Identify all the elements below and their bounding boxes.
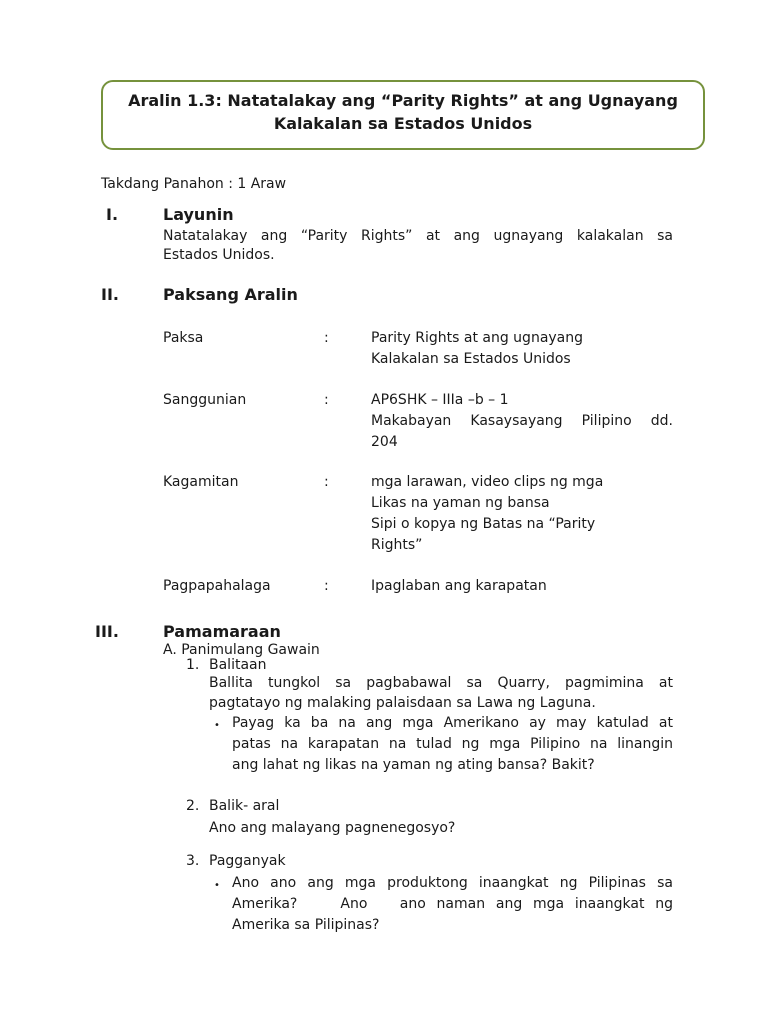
paksa-label: Paksa [163,330,204,346]
sanggunian-value-line3: 204 [371,434,398,450]
item-1-number: 1. [186,657,200,673]
item-2-title: Balik- aral [209,798,280,814]
subsection-a: A. Panimulang Gawain [163,642,320,658]
kagamitan-value-line3: Sipi o kopya ng Batas na “Parity [371,516,596,532]
kagamitan-label: Kagamitan [163,474,239,490]
item-3-title: Pagganyak [209,853,286,869]
sanggunian-label: Sanggunian [163,392,247,408]
section-3-numeral: III. [95,622,119,641]
bullet-2-line1: Ano ano ang mga produktong inaangkat ng Pilipinas sa [232,875,673,891]
bullet-1-line3: ang lahat ng likas na yaman ng ating bansa? Bakit? [232,757,595,773]
paksa-colon: : [324,330,329,346]
pagpapahalaga-label: Pagpapahalaga [163,578,271,594]
kagamitan-value-line2: Likas na yaman ng bansa [371,495,550,511]
item-1-text-line2: pagtatayo ng malaking palaisdaan sa Lawa ng Laguna. [209,695,596,711]
kagamitan-colon: : [324,474,329,490]
sanggunian-value-line2: Makabayan Kasaysayang Pilipino dd. [371,413,673,429]
bullet-1-line2: patas na karapatan na tulad ng mga Pilipino na linangin [232,736,673,752]
bullet-1-line1: Payag ka ba na ang mga Amerikano ay may katulad at [232,715,673,731]
paksa-value-line2: Kalakalan sa Estados Unidos [371,351,571,367]
sanggunian-colon: : [324,392,329,408]
section-1-text-line1: Natatalakay ang “Parity Rights” at ang ugnayang kalakalan sa [163,228,673,244]
item-3-number: 3. [186,853,200,869]
bullet-2-dot: • [214,880,220,891]
lesson-title-line1: Aralin 1.3: Natatalakay ang “Parity Rights” at ang Ugnayang [128,91,678,110]
item-2-number: 2. [186,798,200,814]
pagpapahalaga-value: Ipaglaban ang karapatan [371,578,547,594]
paksa-value-line1: Parity Rights at ang ugnayang [371,330,584,346]
bullet-2-line3: Amerika sa Pilipinas? [232,917,380,933]
kagamitan-value-line4: Rights” [371,537,423,553]
sanggunian-value-line1: AP6SHK – IIIa –b – 1 [371,392,509,408]
item-1-text-line1: Ballita tungkol sa pagbabawal sa Quarry, pagmimina at [209,675,673,691]
takdang-panahon: Takdang Panahon : 1 Araw [101,176,287,192]
section-1-text-line2: Estados Unidos. [163,247,275,263]
section-1-heading: Layunin [163,205,234,224]
item-2-text: Ano ang malayang pagnenegosyo? [209,820,456,836]
lesson-title-line2: Kalakalan sa Estados Unidos [273,114,533,133]
kagamitan-value-line1: mga larawan, video clips ng mga [371,474,604,490]
section-1-numeral: I. [106,205,119,224]
pagpapahalaga-colon: : [324,578,329,594]
section-3-heading: Pamamaraan [163,622,281,641]
bullet-1-dot: • [214,720,220,731]
item-1-title: Balitaan [209,657,267,673]
section-2-heading: Paksang Aralin [163,285,298,304]
bullet-2-line2: Amerika? Ano ano naman ang mga inaangkat ng [232,896,673,912]
section-2-numeral: II. [101,285,119,304]
